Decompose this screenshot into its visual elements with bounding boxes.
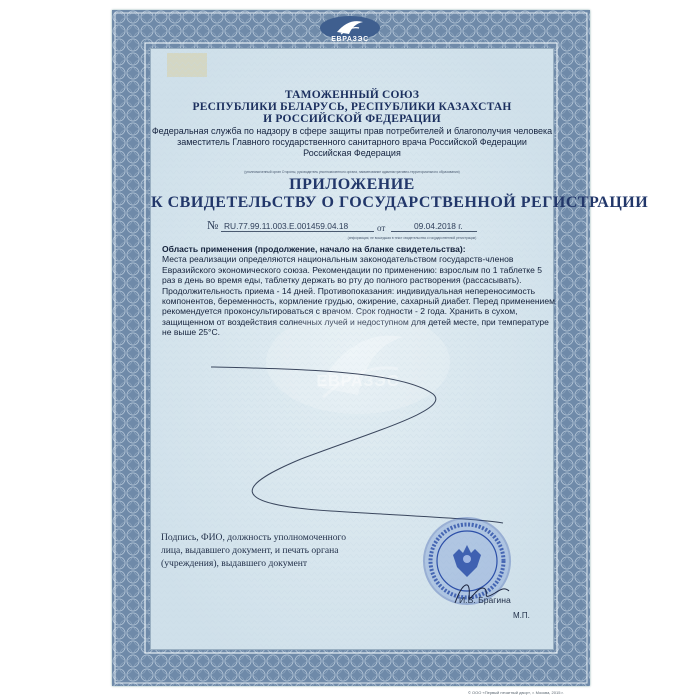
date-label: от [377, 223, 386, 233]
scope-line: не выше 25°С. [162, 327, 220, 338]
header-line-1: ТАМОЖЕННЫЙ СОЮЗ [284, 89, 420, 101]
registration-date: 09.04.2018 г. [414, 221, 463, 231]
stamp-place-mark: М.П. [513, 611, 530, 620]
printer-footer: © ООО «Первый печатный двор», г. Москва, 2015 г. [468, 690, 564, 695]
scope-line: рекомендуется проконсультироваться с врачом. Срок годности - 2 года. Хранить в сухом, [162, 306, 518, 317]
watermark-text: ЕВРАЗЭС [316, 373, 400, 390]
header-line-2: РЕСПУБЛИКИ БЕЛАРУСЬ, РЕСПУБЛИКИ КАЗАХСТАН [192, 101, 512, 113]
number-label: № [207, 218, 219, 232]
title-line-2: К СВИДЕТЕЛЬСТВУ О ГОСУДАРСТВЕННОЙ РЕГИСТРАЦИИ [151, 194, 649, 211]
registration-number: RU.77.99.11.003.E.001459.04.18 [224, 221, 349, 231]
scope-line: Евразийского экономического союза. Рекомендации по применению: взрослым по 1 таблетке 5 [162, 264, 543, 275]
signature-label-line: лица, выдавшего документ, и печать органа [161, 545, 339, 557]
scope-line: раз в день во время еды, таблетку держать во рту до полного растворения (рассасывать). [162, 275, 522, 286]
evrazes-logo [319, 16, 381, 46]
signature-label-line: Подпись, ФИО, должность уполномоченного [161, 532, 347, 543]
document-body [150, 48, 649, 650]
authority-line-1: Федеральная служба по надзору в сфере защиты прав потребителей и благополучия человека [151, 126, 553, 136]
signatory-name: И.В. Брагина [459, 595, 511, 605]
scope-line: Места реализации определяются национальным законодательством государств-членов [162, 254, 514, 265]
scope-line: защищенном от воздействия солнечных лучей и недоступном для детей месте, при температуре [162, 316, 549, 327]
registration-caption: (информация, не вошедшая в текст свидетельства о государственной регистрации) [347, 236, 477, 240]
title-line-1: ПРИЛОЖЕНИЕ [289, 176, 415, 193]
authority-caption: (уполномоченный орган Стороны, руководитель уполномоченного органа, наименование административно-территориального образования) [244, 170, 460, 174]
scope-heading: Область применения (продолжение, начало на бланке свидетельства): [162, 244, 466, 254]
scope-line: компонентов, беременность, кормление грудью, ожирение, сахарный диабет. Перед применением [162, 296, 555, 307]
header-line-3: И РОССИЙСКОЙ ФЕДЕРАЦИИ [263, 113, 441, 125]
signature-label-line: (учреждения), выдавшего документ [161, 558, 308, 570]
signature-label [161, 531, 347, 571]
authority-line-2: заместитель Главного государственного санитарного врача Российской Федерации [177, 137, 527, 147]
handwritten-signature [451, 575, 511, 609]
scope-line: Продолжительность приема - 14 дней. Противопоказания: индивидуальная непереносимость [162, 285, 536, 296]
authority-line-3: Российская Федерация [303, 148, 401, 158]
logo-text: ЕВРАЗЭС [331, 36, 369, 43]
